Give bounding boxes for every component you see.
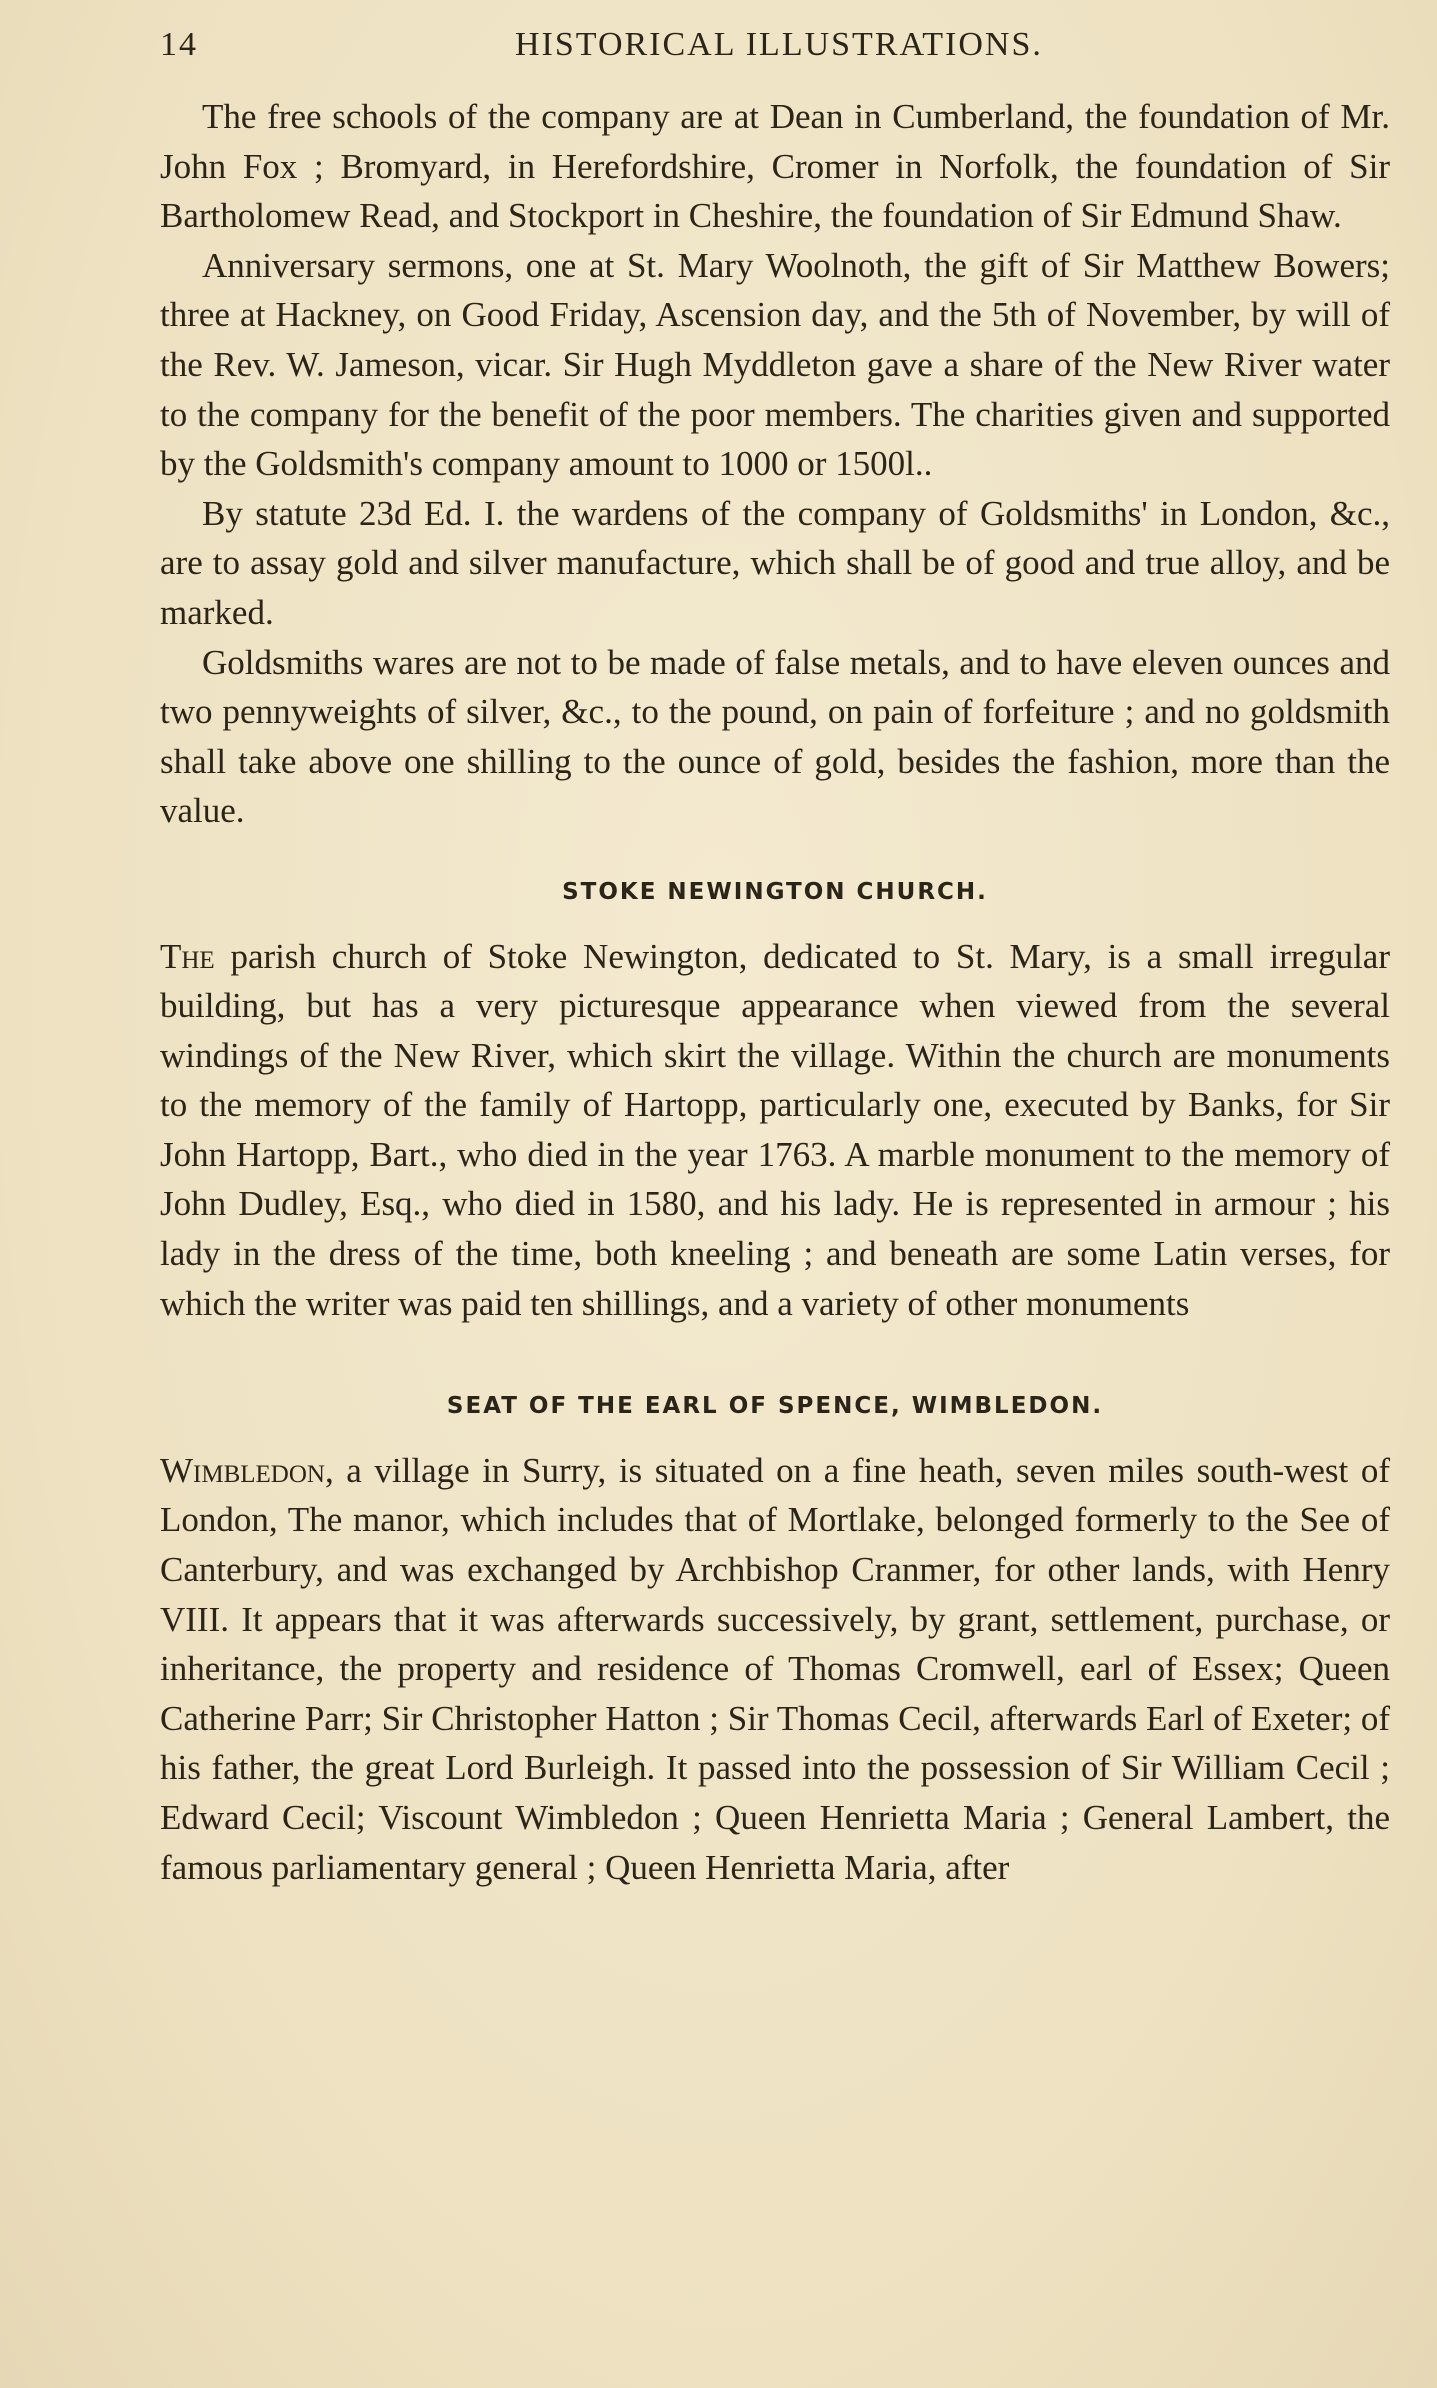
running-head: [160, 26, 1390, 70]
page-body: [160, 92, 1390, 1892]
paragraph-free-schools: The free schools of the company are at Dean in Cumberland, the foundation of Mr. John Fox ; Bromyard, in Herefordshire, Cromer in Norfolk, the foundation of Sir Bartholomew Read, and Stockport in Cheshire, the foundation of Sir Edmund Shaw.: [160, 97, 1390, 236]
section-lead-word: The: [160, 936, 215, 976]
paragraph-statute: By statute 23d Ed. I. the wardens of the company of Goldsmiths' in London, &c., are to assay gold and silver manufacture, which shall be of good and true alloy, and be marked.: [160, 493, 1390, 632]
section-heading-wimbledon: SEAT OF THE EARL OF SPENCE, WIMBLEDON.: [446, 1393, 1104, 1420]
section-heading-stoke-newington: STOKE NEWINGTON CHURCH.: [562, 878, 988, 905]
section-lead-word: Wimbledon,: [160, 1450, 334, 1490]
section-text-wimbledon: [160, 1446, 1390, 1892]
section-body: a village in Surry, is situated on a fine heath, seven miles south-west of London, The manor, which includes that of Mortlake, belonged formerly to the See of Canterbury, and was exchanged by Archbishop Cranmer, for other lands, with Henry VIII. It appears that it was afterwards successively, by grant, settlement, purchase, or inheritance, the property and residence of Thomas Cromwell, earl of Essex; Queen Catherine Parr; Sir Christopher Hatton ; Sir Thomas Cecil, afterwards Earl of Exeter; of his father, the great Lord Burleigh. It passed into the possession of Sir William Cecil ; Edward Cecil; Viscount Wimbledon ; Queen Henrietta Maria ; General Lambert, the famous parliamentary general ; Queen Henrietta Maria, after: [160, 1450, 1390, 1887]
section-body: parish church of Stoke Newington, dedicated to St. Mary, is a small irregular building, but has a very picturesque appearance when viewed from the several windings of the New River, which skirt the village. Within the church are monuments to the memory of the family of Hartopp, particularly one, executed by Banks, for Sir John Hartopp, Bart., who died in the year 1763. A marble monument to the memory of John Dudley, Esq., who died in 1580, and his lady. He is represented in armour ; his lady in the dress of the time, both kneeling ; and beneath are some Latin verses, for which the writer was paid ten shillings, and a variety of other monuments: [160, 936, 1390, 1323]
paragraph-goldsmiths-wares: Goldsmiths wares are not to be made of false metals, and to have eleven ounces and two pennyweights of silver, &c., to the pound, on pain of forfeiture ; and no goldsmith shall take above one shilling to the ounce of gold, besides the fashion, more than the value.: [160, 642, 1390, 831]
page-number: 14: [160, 26, 198, 63]
section-text-stoke-newington: [160, 932, 1390, 1329]
paragraph-anniversary-sermons: Anniversary sermons, one at St. Mary Woolnoth, the gift of Sir Matthew Bowers; three at Hackney, on Good Friday, Ascension day, and the 5th of November, by will of the Rev. W. Jameson, vicar. Sir Hugh Myddleton gave a share of the New River water to the company for the benefit of the poor members. The charities given and supported by the Goldsmith's company amount to 1000 or 1500l..: [160, 245, 1390, 484]
running-title: HISTORICAL ILLUSTRATIONS.: [515, 26, 1043, 63]
